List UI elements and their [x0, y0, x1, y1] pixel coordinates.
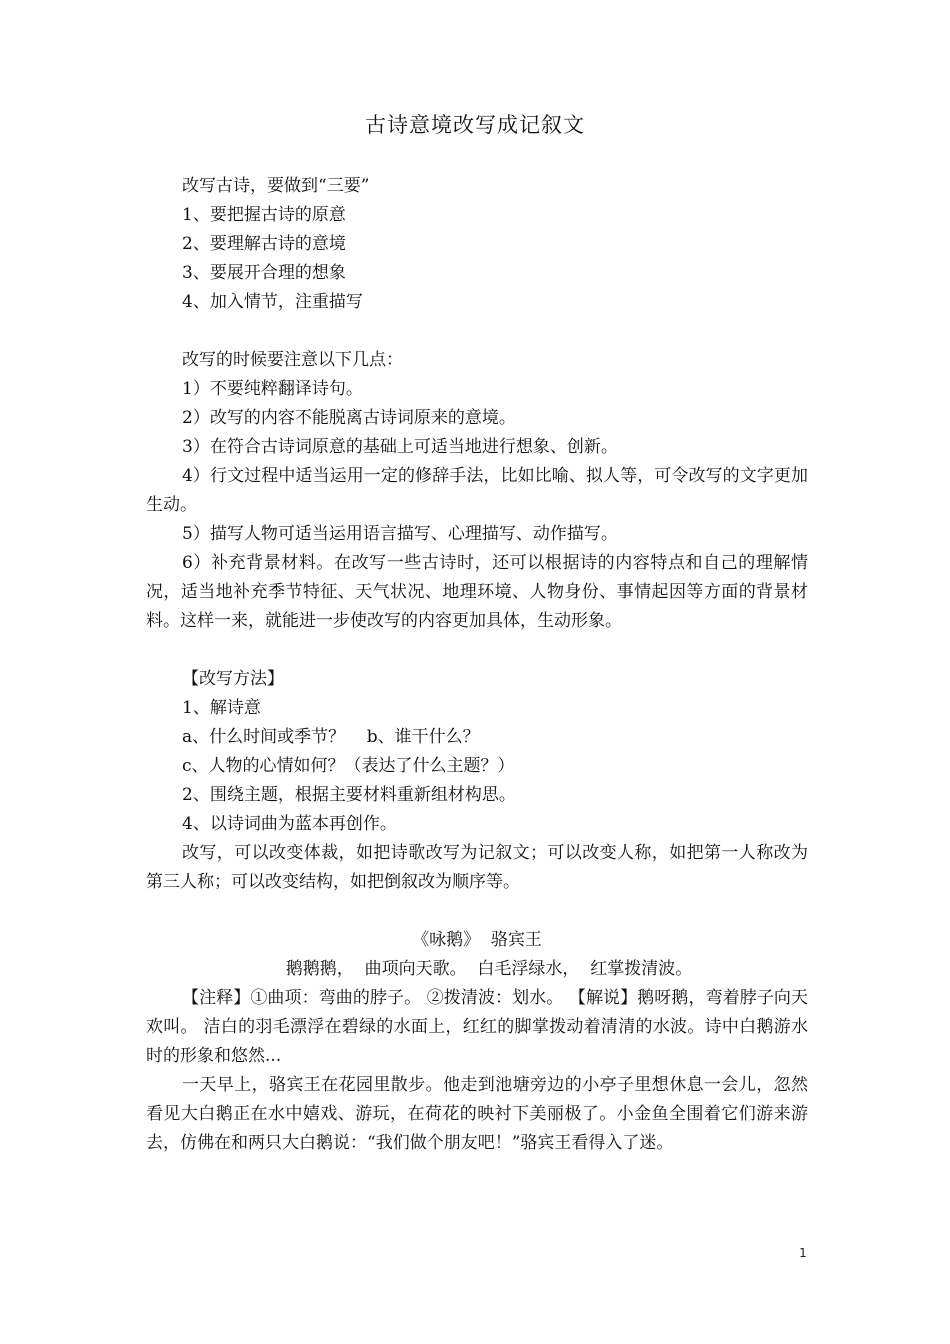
- blank-line: [146, 317, 808, 346]
- poem-story: 一天早上，骆宾王在花园里散步。他走到池塘旁边的小亭子里想休息一会儿，忽然看见大白鹅正在水中嬉戏、游玩，在荷花的映衬下美丽极了。小金鱼全围着它们游来游去，仿佛在和两只大白鹅说：“我们做个朋友吧！”骆宾王看得入了迷。: [146, 1075, 808, 1153]
- document-title: 古诗意境改写成记叙文: [365, 113, 585, 137]
- poem-note: 【注释】①曲项：弯曲的脖子。 ②拨清波：划水。 【解说】鹅呀鹅，弯着脖子向天欢叫。 洁白的羽毛漂浮在碧绿的水面上，红红的脚掌拨动着清清的水波。诗中白鹅游水时的形象和悠然...: [146, 988, 808, 1066]
- section2-item-6: 6）补充背景材料。在改写一些古诗时，还可以根据诗的内容特点和自己的理解情况，适当地补充季节特征、天气状况、地理环境、人物身份、事情起因等方面的背景材料。这样一来，就能进一步使改写的内容更加具体，生动形象。: [146, 553, 808, 631]
- section1-item-1: 1、要把握古诗的原意: [182, 205, 346, 225]
- blank-line: [146, 897, 808, 926]
- section2-item-3: 3）在符合古诗词原意的基础上可适当地进行想象、创新。: [182, 437, 618, 457]
- section3-item-4: 2、围绕主题，根据主要材料重新组材构思。: [182, 785, 516, 805]
- page-number: 1: [799, 1246, 807, 1260]
- section2-intro: 改写的时候要注意以下几点：: [182, 350, 403, 370]
- section3-item-2: a、什么时间或季节？ b、谁干什么？: [182, 727, 480, 747]
- section1-item-2: 2、要理解古诗的意境: [182, 234, 346, 254]
- poem-verse: 鹅鹅鹅， 曲项向天歌。 白毛浮绿水， 红掌拨清波。: [285, 959, 693, 979]
- section1-item-3: 3、要展开合理的想象: [182, 263, 346, 283]
- section2-item-1: 1）不要纯粹翻译诗句。: [182, 379, 363, 399]
- section2-item-2: 2）改写的内容不能脱离古诗词原来的意境。: [182, 408, 516, 428]
- section3-item-5: 4、以诗词曲为蓝本再创作。: [182, 814, 397, 834]
- section3-item-3: c、人物的心情如何？（表达了什么主题？）: [182, 756, 515, 776]
- section3-heading: 【改写方法】: [182, 669, 284, 689]
- section3-item-1: 1、解诗意: [182, 698, 261, 718]
- document-body: [146, 172, 808, 1158]
- poem-title: 《咏鹅》 骆宾王: [412, 930, 542, 950]
- section1-item-4: 4、加入情节，注重描写: [182, 292, 363, 312]
- section2-item-5: 5）描写人物可适当运用语言描写、心理描写、动作描写。: [182, 524, 618, 544]
- section1-intro: 改写古诗，要做到“三要”: [182, 176, 370, 196]
- blank-line: [146, 636, 808, 665]
- section3-item-6: 改写，可以改变体裁，如把诗歌改写为记叙文；可以改变人称，如把第一人称改为第三人称；可以改变结构，如把倒叙改为顺序等。: [146, 843, 808, 892]
- section2-item-4: 4）行文过程中适当运用一定的修辞手法，比如比喻、拟人等，可令改写的文字更加生动。: [146, 466, 808, 515]
